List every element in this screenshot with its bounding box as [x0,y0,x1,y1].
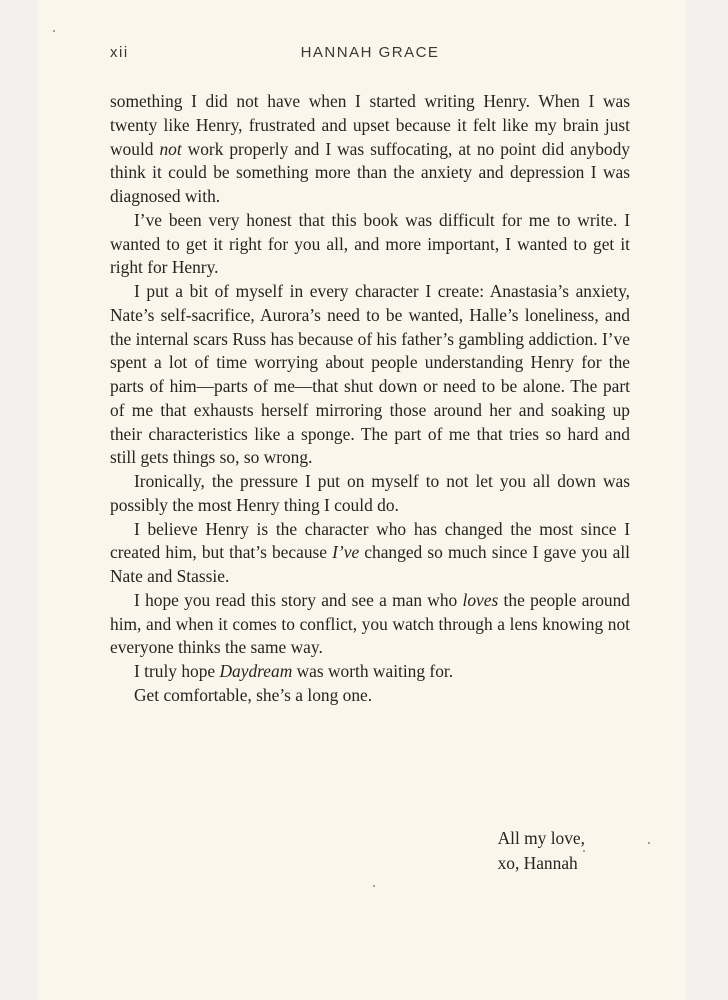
text-run: I truly hope [134,661,220,681]
paragraph [110,684,630,708]
text-run: I hope you read this story and see a man who [134,589,463,610]
signoff-signature: xo, Hannah [497,853,578,873]
page-number: xii [110,44,129,61]
paragraph [110,660,630,684]
text-run: work properly and I was suffocating, at no point did anybody think it could be something more than the anxiety and depression I was diagnosed with. [110,138,630,206]
signoff [498,826,585,876]
text-run: I believe Henry is the character who has changed the most since I created him, but that’s because [110,518,630,563]
paper-speck [648,842,650,844]
text-run: was worth waiting for. [292,661,454,681]
paragraph [110,518,630,589]
paper-speck [583,850,585,852]
italic-text: Daydream [219,661,293,681]
text-run: Get comfortable, she’s a long one. [134,684,373,705]
paragraph [110,470,630,518]
paper-speck [373,885,375,887]
paragraph [110,280,630,470]
text-run: Ironically, the pressure I put on myself to not let you all down was possibly the most Henry thing I could do. [110,471,630,515]
paper-speck [53,30,55,32]
paragraph [110,90,630,209]
paragraph [110,589,630,660]
book-page [38,0,686,1000]
running-head: HANNAH GRACE [300,44,440,61]
text-run: I’ve been very honest that this book was difficult for me to write. I wanted to get it right for you all, and more important, I wanted to get it right for Henry. [110,209,630,278]
text-run: I put a bit of myself in every character I create: Anastasia’s anxiety, Nate’s self-sacrifice, Aurora’s need to be wanted, Halle’s loneliness, and the internal scars Russ has because of his father’s gambling addiction. I’ve spent a lot of time worrying about people understanding Henry for the parts of him—parts of me—that shut down or need to be alone. The part of me that exhausts herself mirroring those around her and soaking up their characteristics like a sponge. The part of me that tries so hard and still gets things so, so wrong. [110,281,630,468]
signoff-closing: All my love, [497,828,585,848]
text-run: the people around him, and when it comes to conflict, you watch through a lens knowing not everyone thinks the same way. [110,589,631,658]
page-header [110,40,630,70]
italic-text: I’ve [332,542,360,563]
italic-text: loves [462,589,499,610]
paragraph [110,209,630,280]
italic-text: not [159,138,182,159]
body-text [110,90,630,708]
text-run: something I did not have when I started writing Henry. When I was twenty like Henry, frustrated and upset because it felt like my brain just would [110,91,630,159]
text-run: changed so much since I gave you all Nate and Stassie. [110,542,631,586]
